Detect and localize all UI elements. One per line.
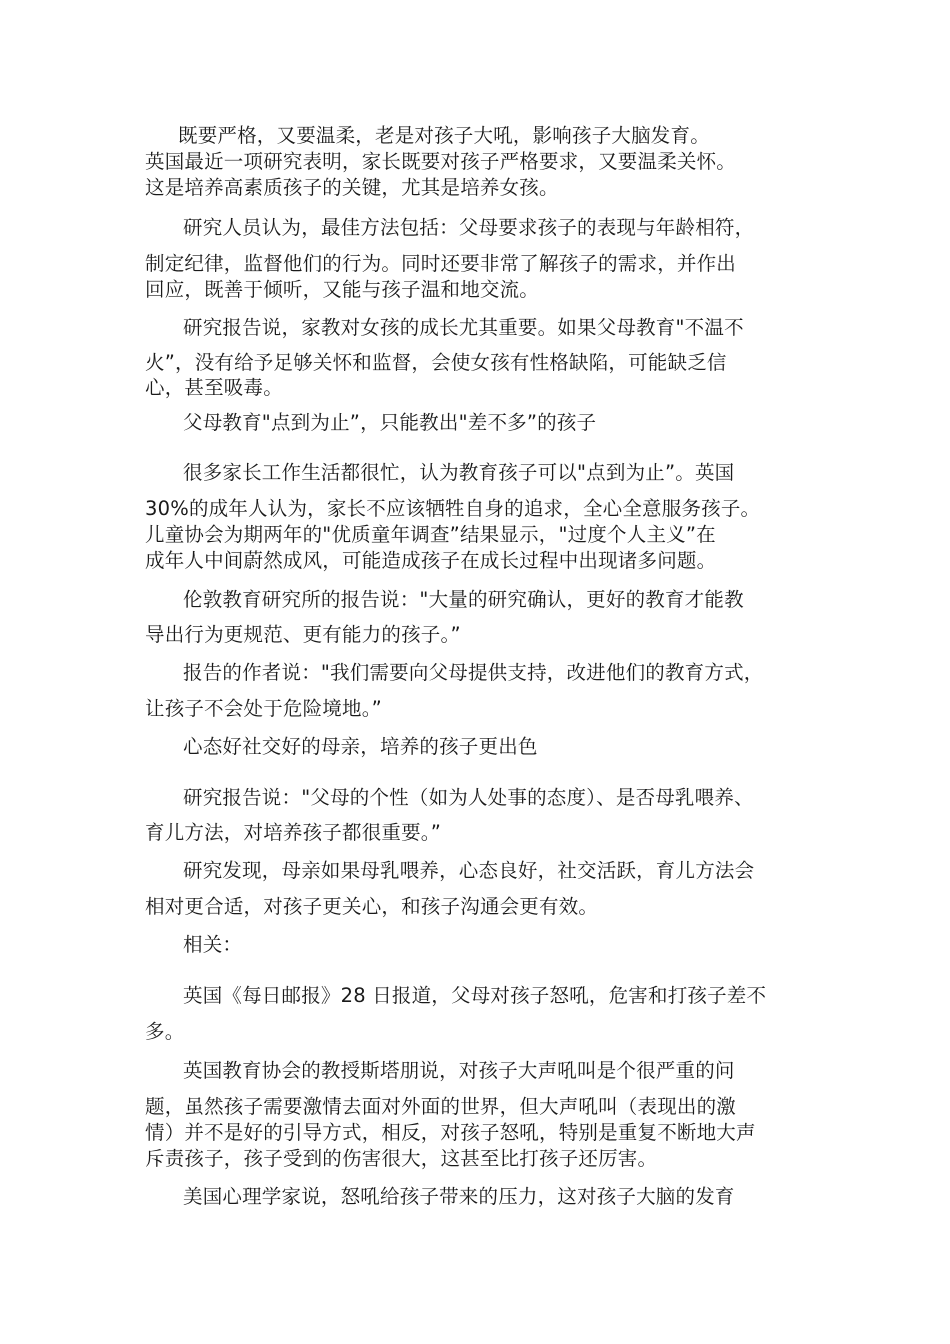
paragraph-line: 斥责孩子，孩子受到的伤害很大，这甚至比打孩子还厉害。: [145, 1147, 658, 1170]
paragraph-line: 英国最近一项研究表明，家长既要对孩子严格要求，又要温柔关怀。: [145, 150, 737, 173]
paragraph-line: 英国《每日邮报》28 日报道，父母对孩子怒吼，危害和打孩子差不: [183, 984, 767, 1007]
section-heading: 相关：: [183, 933, 243, 956]
paragraph-line: 美国心理学家说，怒吼给孩子带来的压力，这对孩子大脑的发育: [183, 1185, 735, 1208]
paragraph-line: 研究人员认为，最佳方法包括：父母要求孩子的表现与年龄相符，: [183, 216, 755, 239]
paragraph-line: 报告的作者说："我们需要向父母提供支持，改进他们的教育方式，: [183, 661, 764, 684]
paragraph-line: 伦敦教育研究所的报告说："大量的研究确认，更好的教育才能教: [183, 588, 744, 611]
paragraph-line: 情）并不是好的引导方式，相反，对孩子怒吼，特别是重复不断地大声: [145, 1121, 756, 1144]
paragraph-line: 回应，既善于倾听，又能与孩子温和地交流。: [145, 278, 540, 301]
paragraph-line: 研究发现，母亲如果母乳喂养，心态良好，社交活跃，育儿方法会: [183, 859, 755, 882]
paragraph-line: 这是培养高素质孩子的关键，尤其是培养女孩。: [145, 176, 559, 199]
paragraph-line: 儿童协会为期两年的"优质童年调查”结果显示，"过度个人主义”在: [145, 523, 716, 546]
paragraph-line: 研究报告说："父母的个性（如为人处事的态度）、是否母乳喂养、: [183, 786, 754, 809]
paragraph-line: 导出行为更规范、更有能力的孩子。”: [145, 623, 461, 646]
paragraph-line: 多。: [145, 1020, 185, 1043]
paragraph-line: 火”，没有给予足够关怀和监督，会使女孩有性格缺陷，可能缺乏信: [145, 351, 727, 374]
paragraph-line: 相对更合适，对孩子更关心，和孩子沟通会更有效。: [145, 895, 599, 918]
section-heading: 父母教育"点到为止”，只能教出"差不多”的孩子: [183, 411, 597, 434]
paragraph-line: 题，虽然孩子需要激情去面对外面的世界，但大声吼叫（表现出的激: [145, 1095, 737, 1118]
section-heading: 心态好社交好的母亲，培养的孩子更出色: [183, 735, 538, 758]
headline: 既要严格，又要温柔，老是对孩子大吼，影响孩子大脑发育。: [178, 124, 710, 147]
paragraph-line: 让孩子不会处于危险境地。”: [145, 697, 382, 720]
paragraph-line: 心，甚至吸毒。: [145, 376, 283, 399]
paragraph-line: 30%的成年人认为，家长不应该牺牲自身的追求，全心全意服务孩子。: [145, 497, 761, 520]
paragraph-line: 研究报告说，家教对女孩的成长尤其重要。如果父母教育"不温不: [183, 316, 744, 339]
paragraph-line: 很多家长工作生活都很忙，认为教育孩子可以"点到为止”。英国: [183, 461, 735, 484]
paragraph-line: 成年人中间蔚然成风，可能造成孩子在成长过程中出现诸多问题。: [145, 549, 717, 572]
paragraph-line: 英国教育协会的教授斯塔朋说，对孩子大声吼叫是个很严重的问: [183, 1059, 735, 1082]
paragraph-line: 育儿方法，对培养孩子都很重要。”: [145, 821, 442, 844]
paragraph-line: 制定纪律，监督他们的行为。同时还要非常了解孩子的需求，并作出: [145, 252, 737, 275]
